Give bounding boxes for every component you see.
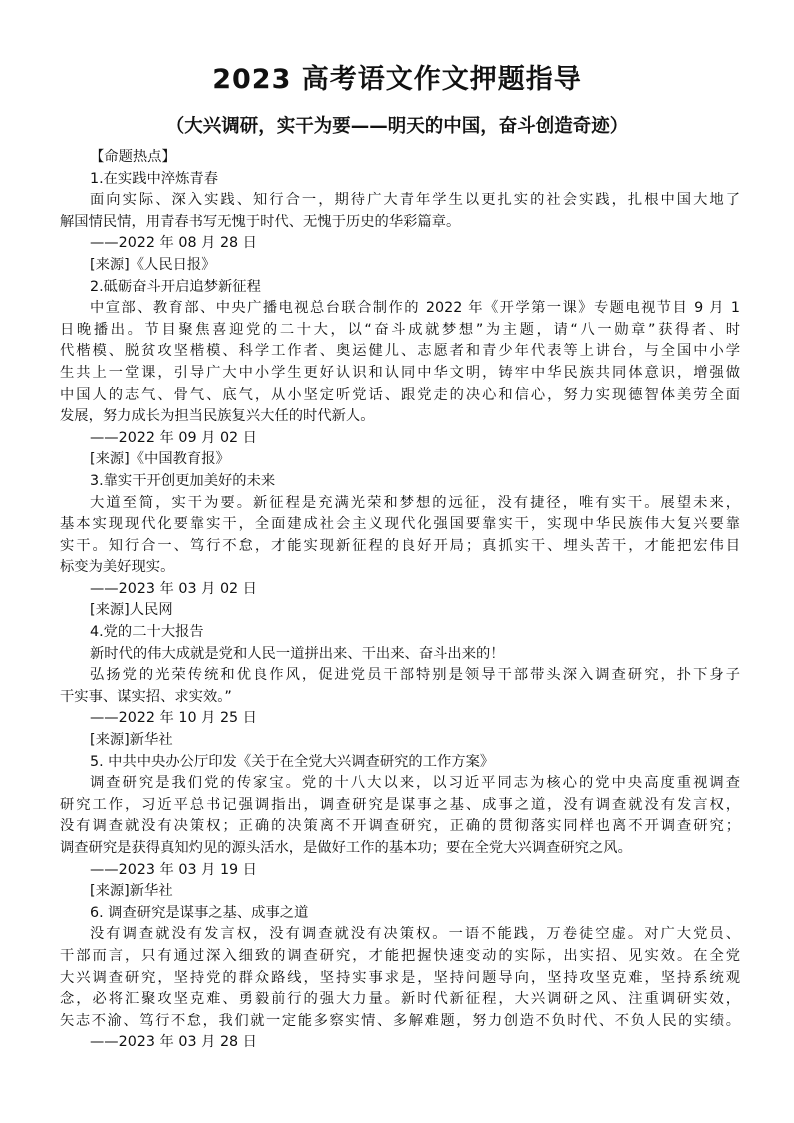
text-line: ——2022 年 10 月 25 日: [90, 710, 257, 727]
text-line: 大兴调查研究，坚持党的群众路线，坚持实事求是，坚持问题导向，坚持攻坚克难，坚持系统观: [60, 969, 740, 986]
text-line: 中宣部、教育部、中央广播电视总台联合制作的 2022 年《开学第一课》专题电视节目 9 月 1: [90, 300, 740, 317]
text-line: 1.在实践中淬炼青春: [90, 170, 219, 187]
document-subtitle: （大兴调研，实干为要——明天的中国，奋斗创造奇迹）: [165, 116, 629, 137]
text-line: 干部而言，只有通过深入细致的调查研究，才能把握快速变动的实际，出实招、见实效。在全党: [60, 947, 740, 964]
text-line: 标变为美好现实。: [60, 559, 175, 576]
text-line: [来源]新华社: [90, 732, 173, 749]
document-body: [60, 147, 740, 1054]
text-line: [来源]新华社: [90, 883, 173, 900]
text-line: [来源]《人民日报》: [90, 256, 216, 273]
text-line: 没有调查就没有发言权，没有调查就没有决策权。一语不能践，万卷徒空虚。对广大党员、: [90, 926, 740, 943]
text-line: 调查研究是我们党的传家宝。党的十八大以来，以习近平同志为核心的党中央高度重视调查: [90, 775, 740, 792]
document-title: 2023 高考语文作文押题指导: [212, 64, 582, 95]
text-line: 没有调查就没有决策权；正确的决策离不开调查研究，正确的贯彻落实同样也离不开调查研究；: [60, 818, 740, 835]
text-line: 干实事、谋实招、求实效。”: [60, 688, 232, 705]
text-line: 代楷模、脱贫攻坚楷模、科学工作者、奥运健儿、志愿者和青少年代表等上讲台，与全国中小学: [60, 343, 740, 360]
text-line: 2.砥砺奋斗开启追梦新征程: [90, 278, 261, 295]
text-line: 大道至简，实干为要。新征程是充满光荣和梦想的远征，没有捷径，唯有实干。展望未来，: [90, 494, 740, 511]
text-line: ——2022 年 09 月 02 日: [90, 429, 257, 446]
text-line: 5. 中共中央办公厅印发《关于在全党大兴调查研究的工作方案》: [90, 753, 495, 770]
text-line: 研究工作，习近平总书记强调指出，调查研究是谋事之基、成事之道，没有调查就没有发言权，: [60, 796, 740, 813]
text-line: 念，必将汇聚攻坚克难、勇毅前行的强大力量。新时代新征程，大兴调研之风、注重调研实效，: [60, 991, 740, 1008]
text-line: 【命题热点】: [90, 149, 176, 165]
text-line: 解国情民情，用青春书写无愧于时代、无愧于历史的华彩篇章。: [60, 213, 461, 230]
text-line: 矢志不渝、笃行不怠，我们就一定能多察实情、多解难题，努力创造不负时代、不负人民的实绩。: [60, 1012, 740, 1029]
text-line: [来源]《中国教育报》: [90, 451, 230, 468]
text-line: 基本实现现代化要靠实干，全面建成社会主义现代化强国要靠实干，实现中华民族伟大复兴要靠: [60, 516, 740, 533]
text-line: 调查研究是获得真知灼见的源头活水，是做好工作的基本功；要在全党大兴调查研究之风。: [60, 840, 632, 856]
text-line: 新时代的伟大成就是党和人民一道拼出来、干出来、奋斗出来的！: [90, 645, 505, 662]
text-line: ——2023 年 03 月 28 日: [90, 1034, 257, 1051]
text-line: 4.党的二十大报告: [90, 624, 204, 641]
text-line: 实干。知行合一、笃行不怠，才能实现新征程的良好开局；真抓实干、埋头苦干，才能把宏伟目: [60, 537, 740, 554]
text-line: ——2022 年 08 月 28 日: [90, 235, 257, 252]
text-line: 生共上一堂课，引导广大中小学生更好认识和认同中华文明，铸牢中华民族共同体意识，增强做: [60, 364, 740, 381]
text-line: [来源]人民网: [90, 602, 173, 619]
text-line: 发展，努力成长为担当民族复兴大任的时代新人。: [60, 408, 375, 425]
text-line: 弘扬党的光荣传统和优良作风，促进党员干部特别是领导干部带头深入调查研究，扑下身子: [90, 667, 740, 684]
text-line: ——2023 年 03 月 19 日: [90, 861, 257, 878]
text-line: 面向实际、深入实践、知行合一，期待广大青年学生以更扎实的社会实践，扎根中国大地了: [90, 192, 740, 209]
text-line: ——2023 年 03 月 02 日: [90, 580, 257, 597]
text-line: 3.靠实干开创更加美好的未来: [90, 472, 276, 489]
text-line: 6. 调查研究是谋事之基、成事之道: [90, 904, 309, 921]
text-line: 中国人的志气、骨气、底气，从小坚定听党话、跟党走的决心和信心，努力实现德智体美劳全面: [60, 386, 740, 403]
text-line: 日晚播出。节目聚焦喜迎党的二十大，以“奋斗成就梦想”为主题，请“八一勋章”获得者、时: [60, 321, 740, 338]
